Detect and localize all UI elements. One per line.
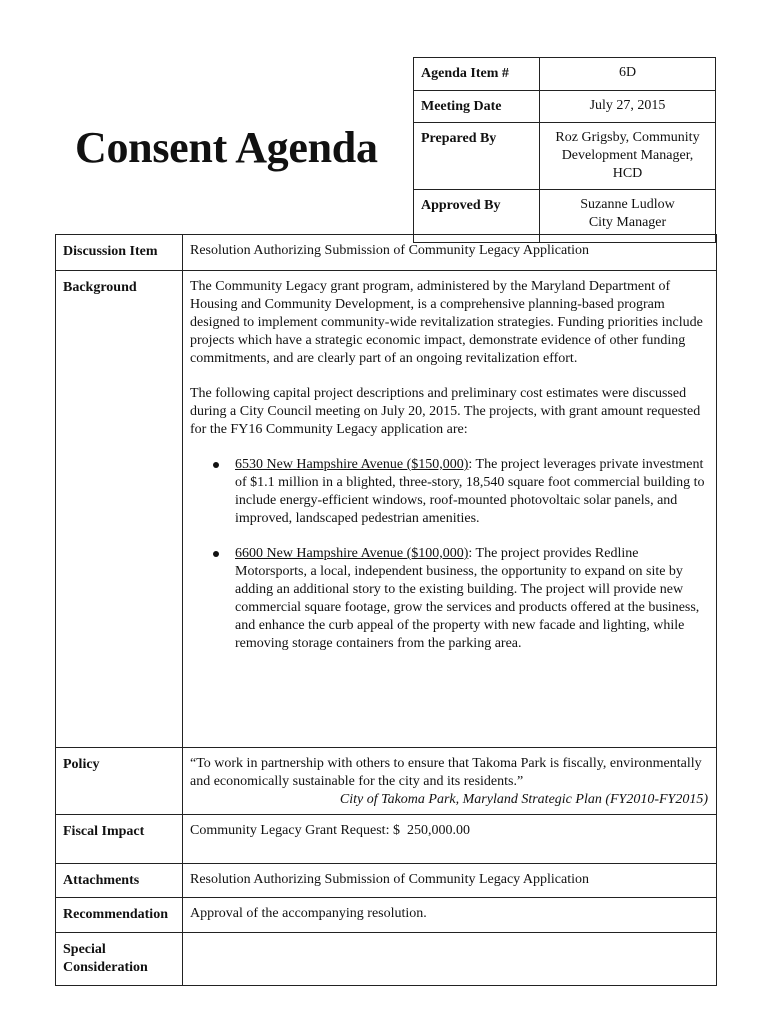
policy-content <box>183 748 717 815</box>
approved-by-title: City Manager <box>588 215 667 230</box>
background-label: Background <box>56 271 183 748</box>
recommendation-text: Approval of the accompanying resolution. <box>183 898 717 933</box>
project-link[interactable]: 6530 New Hampshire Avenue ($150,000) <box>235 457 469 472</box>
bullet-icon <box>213 462 219 468</box>
fiscal-impact-text: Community Legacy Grant Request: $ 250,000.00 <box>183 815 717 864</box>
project-description: : The project provides Redline Motorsports, a local, independent business, the opportunity to expand on site by adding an additional story to the existing building. The project will provide new commercial square footage, grow the services and products offered at the business, and enhance the curb appeal of the property with new facade and lighting, while removing storage containers from the parking area. <box>235 546 700 651</box>
recommendation-label: Recommendation <box>56 898 183 933</box>
attachments-label: Attachments <box>56 864 183 898</box>
policy-citation: City of Takoma Park, Maryland Strategic Plan (FY2010-FY2015) <box>339 792 708 807</box>
list-item <box>235 545 708 653</box>
agenda-meta-table <box>413 57 716 243</box>
list-item <box>235 456 708 528</box>
prepared-by-label: Prepared By <box>414 123 540 190</box>
discussion-item-text: Resolution Authorizing Submission of Community Legacy Application <box>183 235 717 271</box>
prepared-by-line: Roz Grigsby, Community <box>555 130 700 145</box>
prepared-by-line: Development Manager, <box>561 148 694 163</box>
agenda-item-label: Agenda Item # <box>414 58 540 91</box>
special-consideration-label <box>56 933 183 986</box>
prepared-by-value <box>540 123 716 190</box>
meeting-date-label: Meeting Date <box>414 91 540 123</box>
project-description: : The project leverages private investment of $1.1 million in a blighted, three-story, 18,540 square foot commercial building to include energy-efficient windows, roof-mounted photovoltaic solar panels, and improved, landscaped pedestrian amenities. <box>235 457 705 526</box>
fiscal-impact-label: Fiscal Impact <box>56 815 183 864</box>
agenda-details-table <box>55 234 717 986</box>
background-content <box>183 271 717 748</box>
page-title: Consent Agenda <box>75 123 378 172</box>
discussion-item-label: Discussion Item <box>56 235 183 271</box>
approved-by-label: Approved By <box>414 190 540 243</box>
policy-label: Policy <box>56 748 183 815</box>
project-list <box>190 456 708 653</box>
special-label-line: Special <box>63 942 106 957</box>
prepared-by-line: HCD <box>612 166 643 181</box>
approved-by-name: Suzanne Ludlow <box>580 197 675 212</box>
bullet-icon <box>213 551 219 557</box>
background-paragraph: The Community Legacy grant program, administered by the Maryland Department of Housing and Community Development, is a comprehensive planning-based program designed to implement community-wide revitalization strategies. Funding priorities include projects which have a strategic economic impact, demonstrate evidence of other funding commitments, and are clearly part of an ongoing revitalization effort. <box>190 279 703 366</box>
agenda-item-value: 6D <box>540 58 716 91</box>
attachments-text: Resolution Authorizing Submission of Community Legacy Application <box>183 864 717 898</box>
project-link[interactable]: 6600 New Hampshire Avenue ($100,000) <box>235 546 469 561</box>
background-paragraph: The following capital project descriptions and preliminary cost estimates were discussed during a City Council meeting on July 20, 2015. The projects, with grant amount requested for the FY16 Community Legacy application are: <box>190 386 701 437</box>
special-label-line: Consideration <box>63 960 148 975</box>
meeting-date-value: July 27, 2015 <box>540 91 716 123</box>
special-consideration-text <box>183 933 717 986</box>
policy-quote: “To work in partnership with others to ensure that Takoma Park is fiscally, environmentally and economically sustainable for the city and its residents.” <box>190 756 702 789</box>
